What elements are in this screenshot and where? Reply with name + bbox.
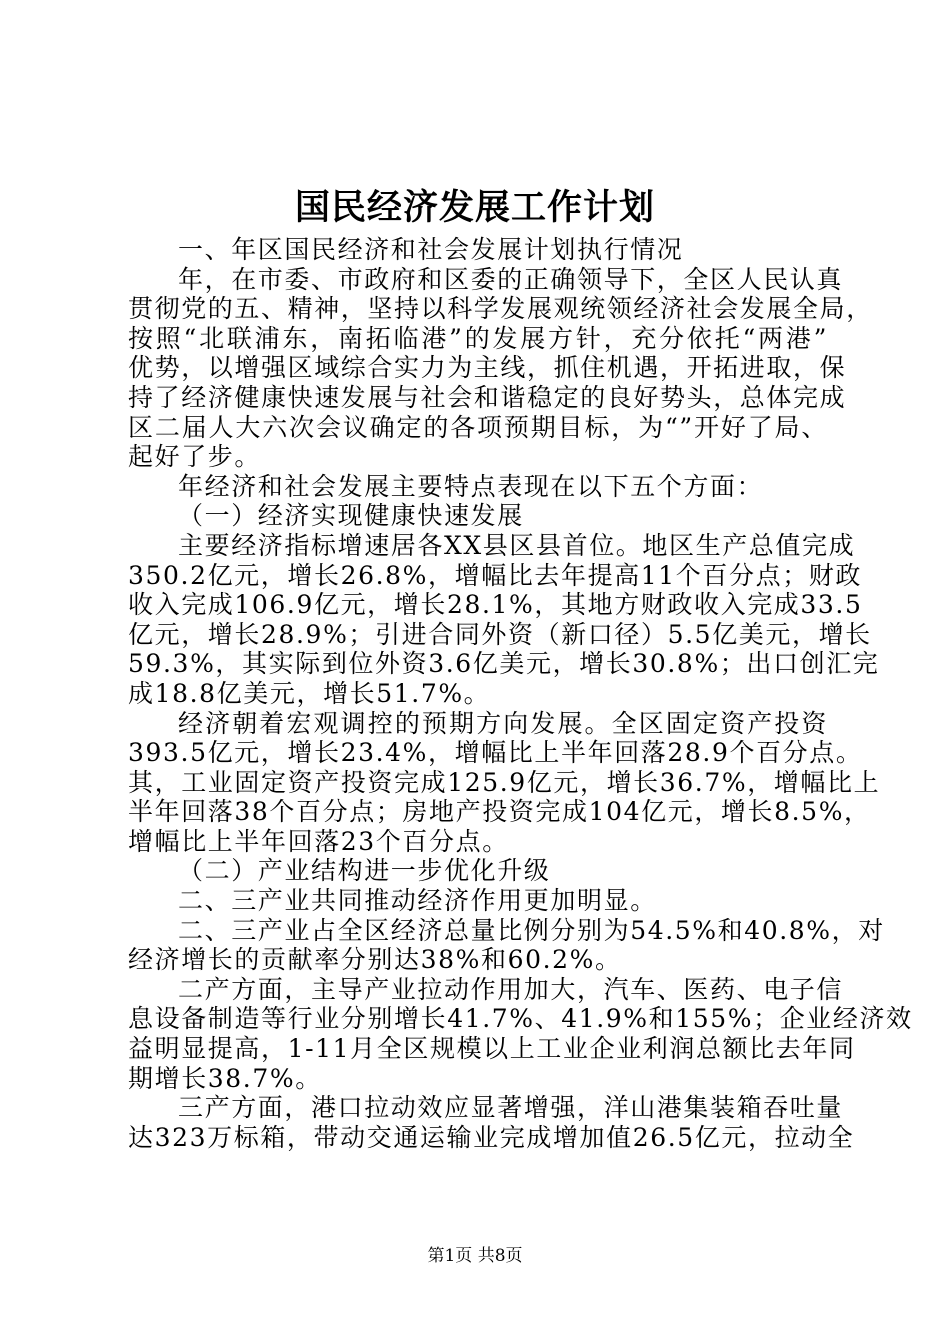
body-line: 贯彻党的五、精神，坚持以科学发展观统领经济社会发展全局，: [128, 294, 873, 324]
body-line: 二、三产业共同推动经济作用更加明显。: [178, 886, 657, 916]
body-line: 二产方面，主导产业拉动作用加大，汽车、医药、电子信: [178, 974, 844, 1004]
document-title: 国民经济发展工作计划: [294, 187, 655, 228]
body-line: 起好了步。: [128, 442, 262, 472]
body-line: 益明显提高，1-11月全区规模以上工业企业利润总额比去年同: [128, 1034, 856, 1064]
body-line: 其，工业固定资产投资完成125.9亿元，增长36.7%，增幅比上: [128, 767, 881, 797]
body-line: 主要经济指标增速居各XX县区县首位。地区生产总值完成: [178, 530, 856, 560]
body-line: 年，在市委、市政府和区委的正确领导下，全区人民认真: [178, 264, 844, 294]
body-line: 区二届人大六次会议确定的各项预期目标，为“”开好了局、: [128, 412, 828, 442]
body-line: 393.5亿元，增长23.4%，增幅比上半年回落28.9个百分点。: [128, 738, 863, 768]
body-line: 二、三产业占全区经济总量比例分别为54.5%和40.8%，对: [178, 915, 885, 945]
body-line: 收入完成106.9亿元，增长28.1%，其地方财政收入完成33.5: [128, 590, 863, 620]
body-line: 经济朝着宏观调控的预期方向发展。全区固定资产投资: [178, 708, 828, 738]
body-line: （一）经济实现健康快速发展: [178, 501, 524, 531]
body-line: 59.3%，其实际到位外资3.6亿美元，增长30.8%；出口创汇完: [128, 649, 880, 679]
document-body: [128, 235, 913, 1152]
body-line: 增幅比上半年回落23个百分点。: [128, 826, 509, 856]
body-line: 期增长38.7%。: [128, 1063, 322, 1093]
body-line: 持了经济健康快速发展与社会和谐稳定的良好势头，总体完成: [128, 382, 847, 412]
body-line: 按照“北联浦东，南拓临港”的发展方针，充分依托“两港”: [128, 323, 828, 353]
body-line: 半年回落38个百分点；房地产投资完成104亿元，增长8.5%，: [128, 797, 871, 827]
page-footer: 第1页 共8页: [427, 1246, 523, 1266]
body-line: 经济增长的贡献率分别达38%和60.2%。: [128, 945, 622, 975]
body-line: 一、年区国民经济和社会发展计划执行情况: [178, 235, 684, 264]
body-line: 亿元，增长28.9%；引进合同外资（新口径）5.5亿美元，增长: [128, 619, 872, 649]
body-line: 三产方面，港口拉动效应显著增强，洋山港集装箱吞吐量: [178, 1093, 844, 1123]
body-line: 优势，以增强区域综合实力为主线，抓住机遇，开拓进取，保: [128, 353, 847, 383]
body-line: （二）产业结构进一步优化升级: [178, 856, 551, 886]
body-line: 350.2亿元，增长26.8%，增幅比去年提高11个百分点；财政: [128, 560, 863, 590]
body-line: 成18.8亿美元，增长51.7%。: [128, 678, 491, 708]
body-line: 达323万标箱，带动交通运输业完成增加值26.5亿元，拉动全: [128, 1122, 855, 1152]
body-line: 年经济和社会发展主要特点表现在以下五个方面：: [178, 471, 764, 501]
body-line: 息设备制造等行业分别增长41.7%、41.9%和155%；企业经济效: [128, 1004, 913, 1034]
